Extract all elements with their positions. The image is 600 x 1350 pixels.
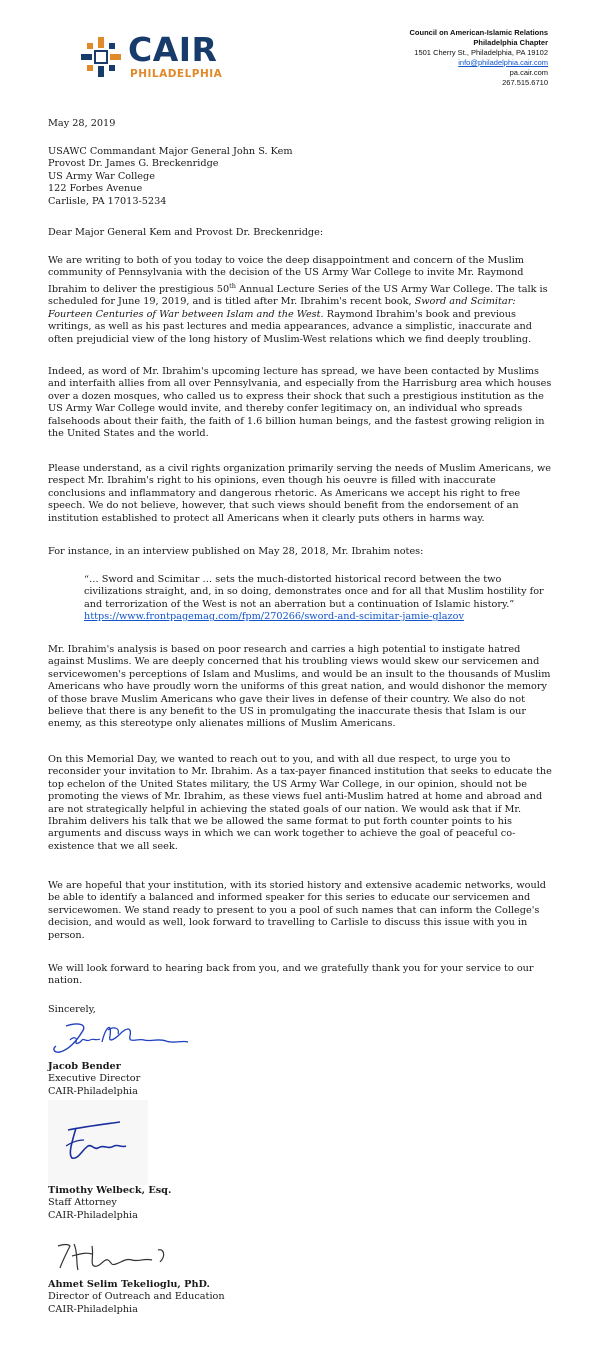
book-title: Sword and Scimitar: Fourteen Centuries of War between Islam and the West. bbox=[48, 296, 516, 320]
signer-org: CAIR-Philadelphia bbox=[48, 1085, 138, 1097]
paragraph-1 bbox=[48, 255, 554, 346]
signer-org: CAIR-Philadelphia bbox=[48, 1209, 138, 1221]
org-phone: 267.515.6710 bbox=[502, 78, 548, 87]
signer-org: CAIR-Philadelphia bbox=[48, 1303, 138, 1315]
logo-cair-text: CAIR bbox=[128, 30, 218, 69]
quote-text: “… Sword and Scimitar … sets the much-distorted historical record between the two civilizations straight, and, in so doing, demonstrates once and for all that Muslim hostility for and terrorization of the West is not an aberration but a continuation of Islamic history.” bbox=[84, 574, 544, 610]
recipient-line: 122 Forbes Avenue bbox=[48, 183, 143, 195]
cair-star-icon bbox=[78, 34, 124, 80]
org-name: Council on American-Islamic Relations bbox=[409, 28, 548, 37]
signer-name: Jacob Bender bbox=[48, 1061, 121, 1072]
paragraph-4: For instance, in an interview published on May 28, 2018, Mr. Ibrahim notes: bbox=[48, 546, 424, 557]
signature-timothy-welbeck bbox=[48, 1100, 148, 1185]
org-contact-block bbox=[409, 28, 548, 88]
recipient-line: USAWC Commandant Major General John S. Kem bbox=[48, 146, 293, 157]
paragraph-2: Indeed, as word of Mr. Ibrahim's upcoming lecture has spread, we have been contacted by Muslims and interfaith allies from all over Pennsylvania, and especially from the Harrisburg area which houses over a dozen mosques, who called us to express their shock that such a prestigious institution as the US Army War College would invite, and thereby confer legitimacy on, an individual who spreads falsehoods about their faith, the faith of 1.6 billion human beings, and the fastest growing religion in the United States and the world. bbox=[48, 366, 552, 440]
cair-logo bbox=[78, 30, 258, 86]
recipient-line: Provost Dr. James G. Breckenridge bbox=[48, 158, 219, 170]
org-chapter: Philadelphia Chapter bbox=[473, 38, 548, 47]
signer-title: Executive Director bbox=[48, 1073, 141, 1085]
signer-title: Director of Outreach and Education bbox=[48, 1291, 225, 1303]
paragraph-3: Please understand, as a civil rights organization primarily serving the needs of Muslim Americans, we respect Mr. Ibrahim's right to his opinions, even though his oeuvre is filled with inaccurate conclusions and inflammatory and dangerous rhetoric. As Americans we accept his right to free speech. We do not believe, however, that such views should benefit from the endorsement of an institution established to protect all Americans when it clearly puts others in harms way. bbox=[48, 463, 551, 524]
org-website: pa.cair.com bbox=[509, 68, 548, 77]
signer-block bbox=[48, 1061, 140, 1098]
org-email-link[interactable]: info@philadelphia.cair.com bbox=[458, 58, 548, 67]
signer-block bbox=[48, 1185, 171, 1222]
paragraph-1-part-b: Annual Lecture Series of the US Army War College. The talk is scheduled for June 19, 2019, and is titled after Mr. Ibrahim's recent book, bbox=[48, 284, 548, 308]
block-quote bbox=[84, 574, 554, 624]
closing: Sincerely, bbox=[48, 1004, 96, 1015]
greeting: Dear Major General Kem and Provost Dr. Breckenridge: bbox=[48, 227, 324, 238]
signature-jacob-bender bbox=[48, 1016, 198, 1062]
paragraph-5: Mr. Ibrahim's analysis is based on poor research and carries a high potential to instigate hatred against Muslims. We are deeply concerned that his troubling views would skew our servicemen and servicewomen's perceptions of Islam and Muslims, and would be an insult to the thousands of Muslim Americans who have proudly worn the uniforms of this great nation, and would dishonor the memory of those brave Muslim Americans who gave their lives in defense of their country. We also do not believe that there is any benefit to the US in promulgating the inaccurate thesis that Islam is our enemy, as this stereotype only alienates millions of Muslim Americans. bbox=[48, 644, 551, 730]
signature-ahmet-tekelioglu bbox=[48, 1232, 188, 1277]
paragraph-1-part-a: We are writing to both of you today to voice the deep disappointment and concern of the Muslim community of Pennsylvania with the decision of the US Army War College to invite Mr. Raymond Ibrahim to deliver the prestigious 50 bbox=[48, 255, 524, 296]
signer-name: Timothy Welbeck, Esq. bbox=[48, 1185, 172, 1196]
quote-source-link[interactable]: https://www.frontpagemag.com/fpm/270266/sword-and-scimitar-jamie-glazov bbox=[84, 611, 464, 623]
recipient-line: US Army War College bbox=[48, 170, 155, 182]
letter-date: May 28, 2019 bbox=[48, 118, 116, 129]
org-address: 1501 Cherry St., Philadelphia, PA 19102 bbox=[414, 48, 548, 57]
recipient-line: Carlisle, PA 17013-5234 bbox=[48, 195, 167, 207]
recipient-address bbox=[48, 146, 554, 208]
paragraph-6: On this Memorial Day, we wanted to reach out to you, and with all due respect, to urge you to reconsider your invitation to Mr. Ibrahim. As a tax-payer financed institution that seeks to educate the top echelon of the United States military, the US Army War College, in our opinion, should not be promoting the views of Mr. Ibrahim, as these views fuel anti-Muslim hatred at home and abroad and are not strategically helpful in achieving the stated goals of our nation. We would ask that if Mr. Ibrahim delivers his talk that we be allowed the same format to put forth counter points to his arguments and discuss ways in which we can work together to achieve the goal of peaceful co-existence that we all seek. bbox=[48, 754, 552, 852]
signer-name: Ahmet Selim Tekelioglu, PhD. bbox=[48, 1279, 210, 1290]
paragraph-8: We will look forward to hearing back from you, and we gratefully thank you for your service to our nation. bbox=[48, 963, 534, 987]
signer-block bbox=[48, 1279, 225, 1316]
paragraph-7: We are hopeful that your institution, with its storied history and extensive academic networks, would be able to identify a balanced and informed speaker for this series to educate our servicemen and servicewomen. We stand ready to present to you a pool of such names that can inform the College's decision, and would as well, look forward to travelling to Carlisle to discuss this issue with you in person. bbox=[48, 880, 546, 941]
logo-city-text: PHILADELPHIA bbox=[130, 68, 223, 80]
paragraph-1-part-c: Raymond Ibrahim's book and previous writings, as well as his past lectures and media appearances, advance a simplistic, inaccurate and often prejudicial view of the long history of Muslim-West relations which we find deeply troubling. bbox=[48, 308, 532, 345]
ordinal-suffix: th bbox=[229, 281, 236, 290]
signer-title: Staff Attorney bbox=[48, 1197, 117, 1209]
